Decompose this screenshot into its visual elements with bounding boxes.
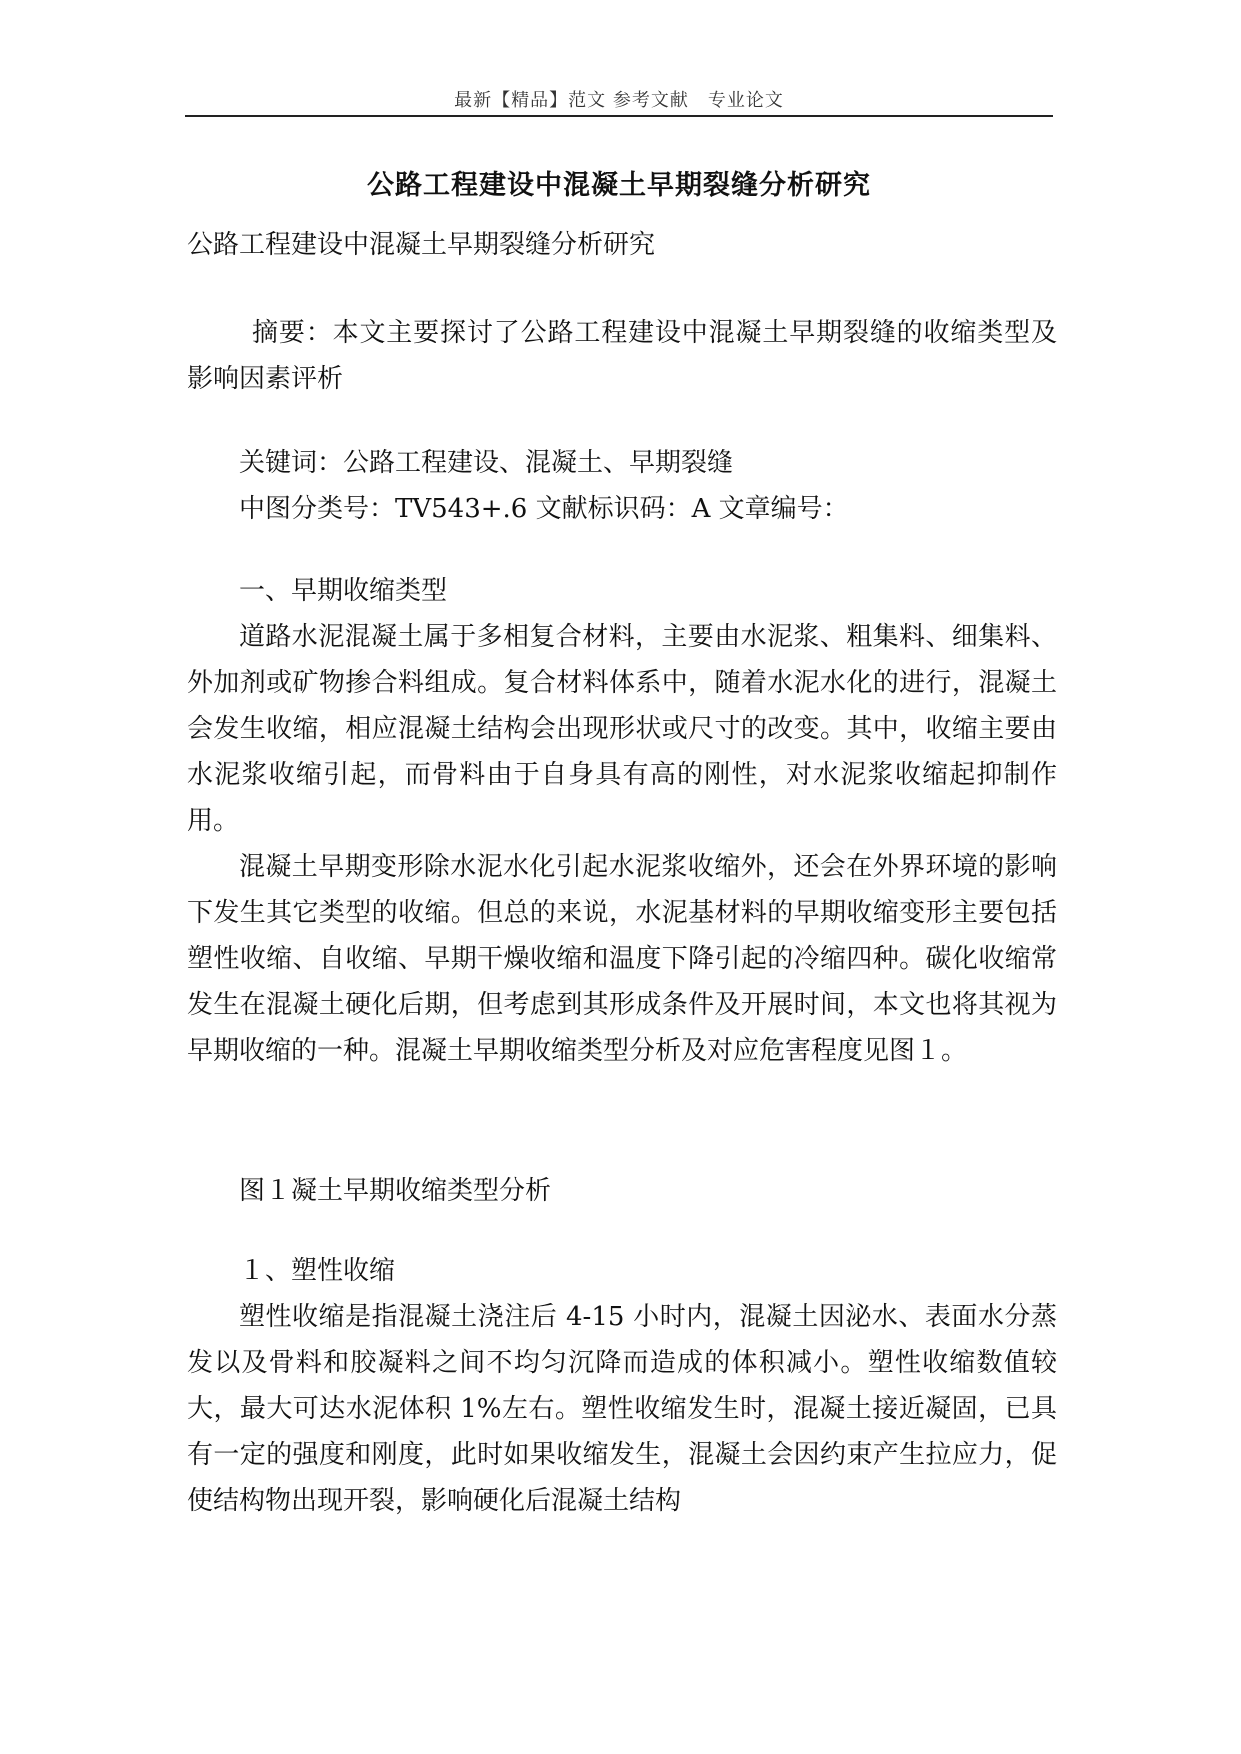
body-paragraph: 道路水泥混凝土属于多相复合材料，主要由水泥浆、粗集料、细集料、外加剂或矿物掺合料组成。复合材料体系中，随着水泥水化的进行，混凝土会发生收缩，相应混凝土结构会出现形状或尺寸的改变。其中，收缩主要由水泥浆收缩引起，而骨料由于自身具有高的刚性，对水泥浆收缩起抑制作用。 (187, 622, 1057, 836)
document-subtitle: 公路工程建设中混凝土早期裂缝分析研究 (187, 230, 656, 260)
classification-line: 中图分类号：TV543+.6 文献标识码：A 文章编号： (239, 494, 849, 524)
body-paragraph: 塑性收缩是指混凝土浇注后 4-15 小时内，混凝土因泌水、表面水分蒸发以及骨料和胶凝料之间不均匀沉降而造成的体积减小。塑性收缩数值较大，最大可达水泥体积 1%左右。塑性收缩发生时，混凝土接近凝固，已具有一定的强度和刚度，此时如果收缩发生，混凝土会因约束产生拉应力，促使结构物出现开裂，影响硬化后混凝土结构 (187, 1302, 1057, 1516)
keywords-line: 关键词：公路工程建设、混凝土、早期裂缝 (239, 448, 734, 478)
section-heading: 一、早期收缩类型 (239, 576, 448, 606)
figure-caption: 图１凝土早期收缩类型分析 (239, 1176, 552, 1206)
header-divider (185, 115, 1053, 117)
document-body (187, 222, 1057, 1524)
document-title: 公路工程建设中混凝土早期裂缝分析研究 (367, 170, 871, 201)
page-header: 最新【精品】范文 参考文献 专业论文 (454, 90, 784, 111)
subsection-heading: １、塑性收缩 (239, 1256, 396, 1286)
body-paragraph: 混凝土早期变形除水泥水化引起水泥浆收缩外，还会在外界环境的影响下发生其它类型的收缩。但总的来说，水泥基材料的早期收缩变形主要包括塑性收缩、自收缩、早期干燥收缩和温度下降引起的冷缩四种。碳化收缩常发生在混凝土硬化后期，但考虑到其形成条件及开展时间，本文也将其视为早期收缩的一种。混凝土早期收缩类型分析及对应危害程度见图１。 (187, 852, 1057, 1066)
abstract-paragraph: 摘要：本文主要探讨了公路工程建设中混凝土早期裂缝的收缩类型及影响因素评析 (187, 318, 1057, 394)
page-bottom-margin (0, 1710, 1241, 1754)
